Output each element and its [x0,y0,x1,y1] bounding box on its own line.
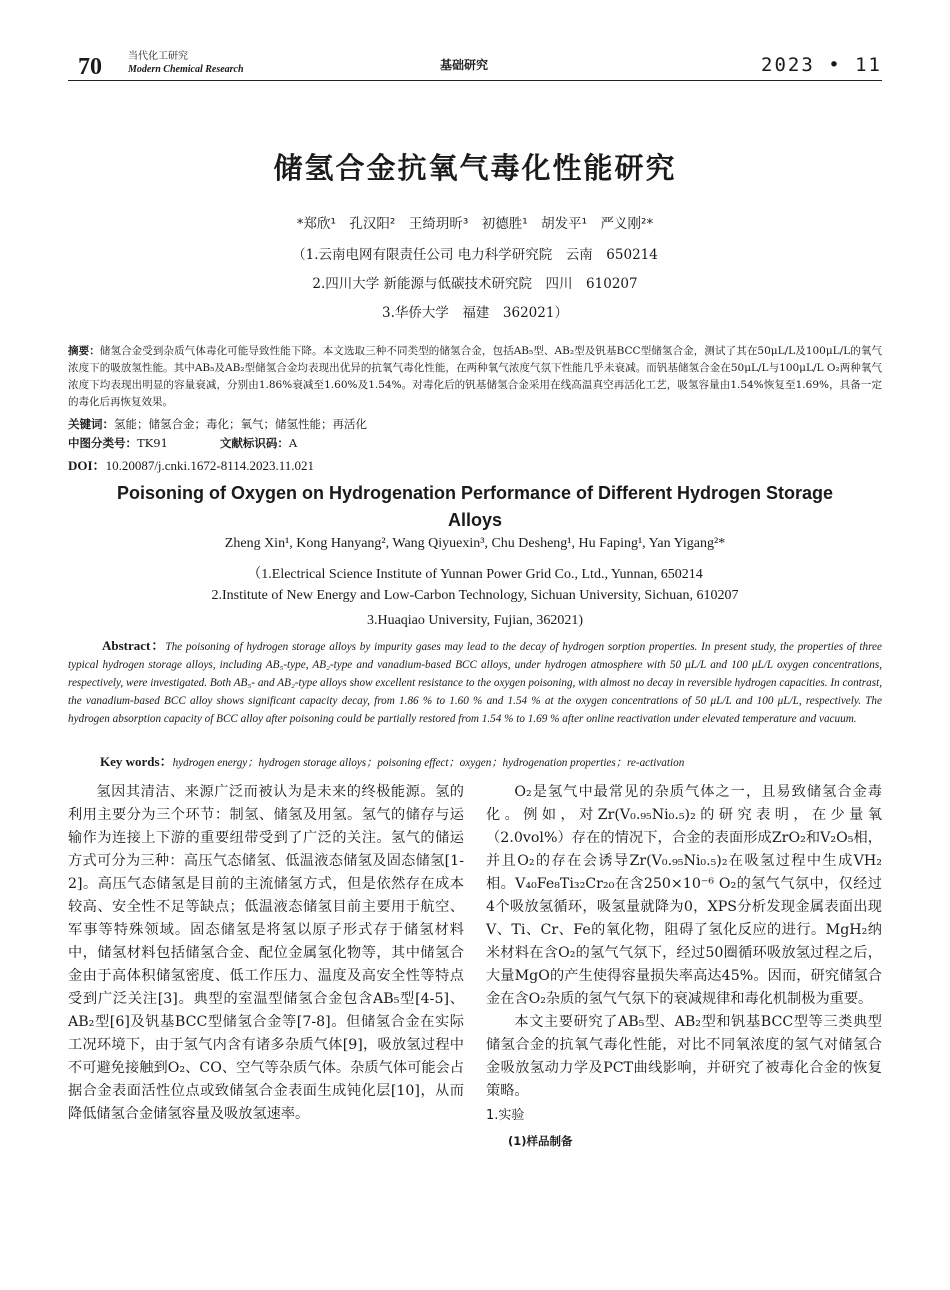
paper-title-en: Poisoning of Oxygen on Hydrogenation Performance of Different Hydrogen Storage Alloys [116,483,834,530]
body-column-left [68,781,464,1126]
abstract-cn [68,343,882,411]
abstract-en-label: Abstract： [102,638,166,653]
classification [68,435,297,451]
keywords-en [100,751,684,770]
keywords-en-label: Key words： [100,754,173,769]
doc-code-label: 文献标识码： [219,436,289,450]
paper-title-cn: 储氢合金抗氧气毒化性能研究 [273,151,677,185]
doi-label: DOI： [68,458,106,473]
doc-code-value: A [288,436,298,450]
clc-label: 中图分类号： [68,436,137,450]
keywords-cn-label: 关键词： [68,417,114,431]
abstract-cn-text: 储氢合金受到杂质气体毒化可能导致性能下降。本文选取三种不同类型的储氢合金，包括AB₅型、AB₂型及钒基BCC型储氢合金，测试了其在50μL/L及100μL/L的氧气浓度下的吸放氢性能。其中AB₅及AB₂型储氢合金均表现出优异的抗氧气毒化性能，在两种氧气浓度气氛下性能几乎未衰减。而钒基储氢合金在50μL/L与100μL/L O₂两种氧气浓度下均表现出明显的容量衰减，分别由1.86%衰减至1.60%及1.54%。对毒化后的钒基储氢合金采用在线高温真空再活化工艺，吸氢容量由1.54%恢复至1.69%，具备一定的毒化后再恢复效果。 [68,345,883,408]
clc-value: TK91 [137,436,168,450]
abstract-en [68,637,882,728]
doi-value[interactable]: 10.20087/j.cnki.1672-8114.2023.11.021 [105,458,315,473]
journal-name [128,50,244,76]
affiliation-en-2: 2.Institute of New Energy and Low-Carbon Technology, Sichuan University, Sichuan, 610207 [211,588,739,603]
subsection-heading: (1)样品制备 [508,1134,573,1148]
doi [68,455,314,474]
affiliation-cn-1: （1.云南电网有限责任公司 电力科学研究院 云南 650214 [292,247,658,263]
journal-name-cn: 当代化工研究 [128,51,188,62]
journal-name-en: Modern Chemical Research [128,64,244,75]
affiliation-en-1: （1.Electrical Science Institute of Yunnan Power Grid Co., Ltd., Yunnan, 650214 [247,567,703,582]
section-heading: 1.实验 [486,1108,525,1123]
authors-cn: *郑欣¹ 孔汉阳² 王绮玥昕³ 初德胜¹ 胡发平¹ 严义刚²* [296,216,654,232]
keywords-en-text: hydrogen energy；hydrogen storage alloys；poisoning effect；oxygen；hydrogenation properties；re-activation [172,757,685,769]
abstract-en-text: The poisoning of hydrogen storage alloys by impurity gases may lead to the decay of hydrogen sorption properties. In present study, the properties of three typical hydrogen storage alloys, including AB₅-type, AB₂-type and vanadium-based BCC alloys, under hydrogen atmosphere with 50 μL/L and 100 μL/L oxygen concentrations, respectively, were investigated. Both AB₅- and AB₂-type alloys show excellent resistance to the oxygen poisoning, with almost no decay in reversible hydrogen capacities. In contrast, the vanadium-based BCC alloy shows significant capacity decay, from 1.86 % to 1.60 % and 1.54 % at the oxygen concentrations of 50 μL/L and 100 μL/L, respectively. The hydrogen absorption capacity of BCC alloy after poisoning could be partially restored from 1.54 % to 1.69 % after online reactivation under elevated temperature and vacuum. [68,641,882,725]
page-header [68,44,882,82]
abstract-cn-label: 摘要： [68,345,100,357]
body-paragraph: O₂是氢气中最常见的杂质气体之一，且易致储氢合金毒化。例如，对Zr(V₀.₉₅Ni₀.₅)₂的研究表明，在少量氧（2.0vol%）存在的情况下，合金的表面形成ZrO₂和V₂O₅相，并且O₂的存在会诱导Zr(V₀.₉₅Ni₀.₅)₂在吸氢过程中生成VH₂相。V₄₀Fe₈Ti₃₂Cr₂₀在含250×10⁻⁶ O₂的氢气气氛中，仅经过4个吸放氢循环，吸氢量就降为0，XPS分析发现金属表面出现V、Ti、Cr、Fe的氧化物，阻碍了氢化反应的进行。MgH₂纳米材料在含O₂的氢气气氛下，经过50圈循环吸放氢过程之后，大量MgO的产生使得容量损失率高达45%。因而，研究储氢合金在含O₂杂质的氢气气氛下的衰减规律和毒化机制极为重要。 [486,784,882,1007]
section-label: 基础研究 [440,58,489,72]
body-column-right [486,781,882,1153]
body-paragraph: 氢因其清洁、来源广泛而被认为是未来的终极能源。氢的利用主要分为三个环节：制氢、储氢及用氢。氢气的储存与运输作为连接上下游的重要纽带受到了广泛的关注。氢气的储运方式可分为三种：高压气态储氢、低温液态储氢及固态储氢[1-2]。高压气态储氢是目前的主流储氢方式，但是依然存在成本较高、安全性不足等缺点；低温液态储氢目前主要用于航空、军事等特殊领域。固态储氢是将氢以原子形式存于储氢材料中，储氢材料包括储氢合金、配位金属氢化物等，其中储氢合金由于高体积储氢密度、低工作压力、温度及高安全性等特点受到广泛关注[3]。典型的室温型储氢合金包含AB₅型[4-5]、AB₂型[6]及钒基BCC型储氢合金等[7-8]。但储氢合金在实际工况环境下，由于氢气内含有诸多杂质气体[9]，吸放氢过程中不可避免接触到O₂、CO、空气等杂质气体。杂质气体可能会占据合金表面活性位点或致储氢合金表面生成钝化层[10]，从而降低储氢合金储氢容量及吸放氢速率。 [68,784,464,1122]
affiliation-cn-2: 2.四川大学 新能源与低碳技术研究院 四川 610207 [312,276,638,292]
body-paragraph: 本文主要研究了AB₅型、AB₂型和钒基BCC型等三类典型储氢合金的抗氧气毒化性能，对比不同氧浓度的氢气对储氢合金吸放氢动力学及PCT曲线影响，并研究了被毒化合金的恢复策略。 [486,1014,882,1099]
keywords-cn-text: 氢能；储氢合金；毒化；氧气；储氢性能；再活化 [114,417,367,431]
header-divider [68,80,882,81]
affiliation-en-3: 3.Huaqiao University, Fujian, 362021) [366,613,584,628]
keywords-cn [68,416,367,432]
affiliation-cn-3: 3.华侨大学 福建 362021） [382,305,568,321]
page-number: 70 [78,54,102,80]
issue-label: 2023 • 11 [761,54,882,76]
authors-en: Zheng Xin¹, Kong Hanyang², Wang Qiyuexin³, Chu Desheng¹, Hu Faping¹, Yan Yigang²* [224,536,726,551]
